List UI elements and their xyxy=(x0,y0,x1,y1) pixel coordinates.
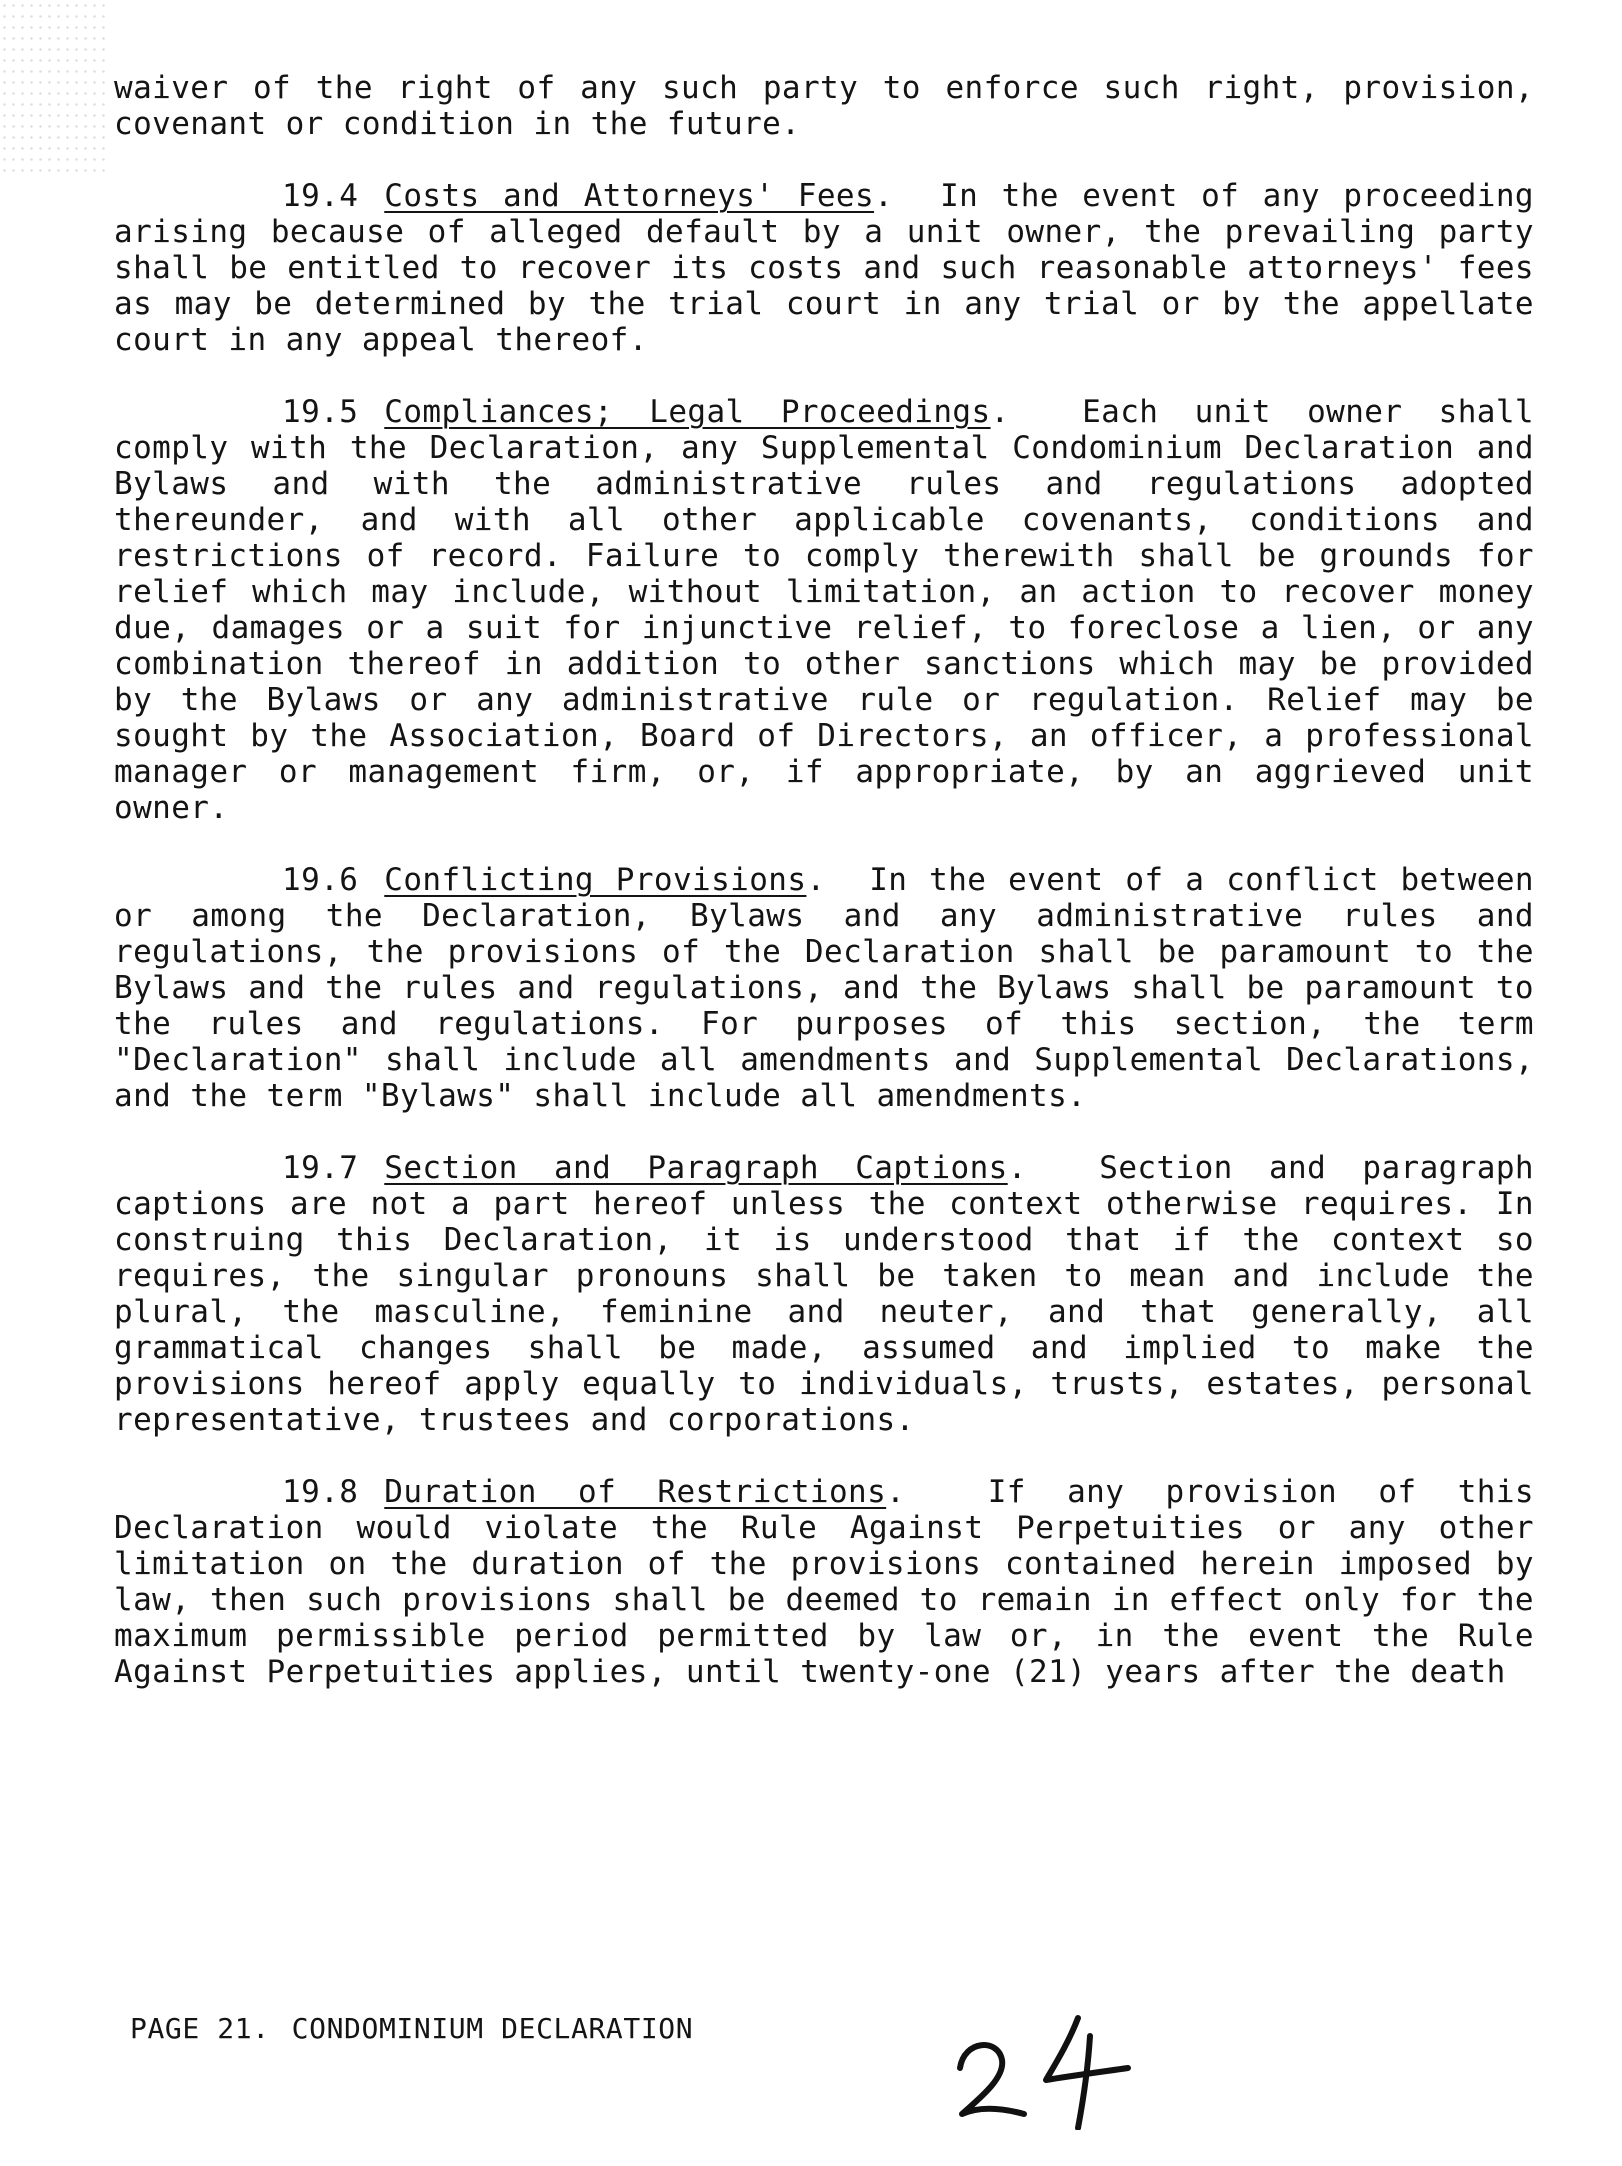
paragraph-text: Each unit owner shall comply with the Declaration, any Supplemental Condominium Declaration and Bylaws and with the administrative rules and regulations adopted thereunder, and with all other applicable covenants, conditions and restrictions of record. Failure to comply therewith shall be grounds for relief which may include, without limitation, an action to recover money due, damages or a suit for injunctive relief, to foreclose a lien, or any combination thereof in addition to other sanctions which may be provided by the Bylaws or any administrative rule or regulation. Relief may be sought by the Association, Board of Directors, an officer, a professional manager or management firm, or, if appropriate, by an aggrieved unit owner. xyxy=(114,394,1534,826)
paragraph-continuation xyxy=(114,70,1534,142)
section-number: 19.6 xyxy=(282,862,359,898)
caption-period: . xyxy=(874,178,941,214)
caption-period: . xyxy=(1007,1150,1100,1186)
scan-noise xyxy=(0,0,110,180)
paragraph-19-7 xyxy=(114,1150,1534,1438)
caption-period: . xyxy=(806,862,870,898)
paragraph-text: Section and paragraph captions are not a part hereof unless the context otherwise requires. In construing this Declaration, it is understood that if the context so requires, the singular pronouns shall be taken to mean and include the plural, the masculine, feminine and neuter, and that generally, all grammatical changes shall be made, assumed and implied to make the provisions hereof apply equally to individuals, trusts, estates, personal representative, trustees and corporations. xyxy=(114,1150,1534,1438)
paragraph-text: waiver of the right of any such party to enforce such right, provision, covenant or condition in the future. xyxy=(114,70,1534,142)
footer-document-title: CONDOMINIUM DECLARATION xyxy=(291,2012,694,2045)
page-footer xyxy=(130,2012,693,2045)
paragraph-19-5 xyxy=(114,394,1534,826)
section-number: 19.7 xyxy=(282,1150,359,1186)
section-caption: Compliances; Legal Proceedings xyxy=(384,394,991,430)
paragraph-text: In the event of any proceeding arising because of alleged default by a unit owner, the prevailing party shall be entitled to recover its costs and such reasonable attorneys' fees as may be determined by the trial court in any trial or by the appellate court in any appeal thereof. xyxy=(114,178,1534,358)
document-body xyxy=(114,70,1534,1726)
paragraph-19-8 xyxy=(114,1474,1534,1690)
caption-period: . xyxy=(990,394,1083,430)
section-number: 19.8 xyxy=(282,1474,359,1510)
section-number: 19.5 xyxy=(282,394,359,430)
paragraph-text: In the event of a conflict between or among the Declaration, Bylaws and any administrative rules and regulations, the provisions of the Declaration shall be paramount to the Bylaws and the rules and regulations, and the Bylaws shall be paramount to the rules and regulations. For purposes of this section, the term "Declaration" shall include all amendments and Supplemental Declarations, and the term "Bylaws" shall include all amendments. xyxy=(114,862,1534,1114)
caption-period: . xyxy=(886,1474,988,1510)
section-number: 19.4 xyxy=(282,178,359,214)
paragraph-19-4 xyxy=(114,178,1534,358)
paragraph-text: If any provision of this Declaration would violate the Rule Against Perpetuities or any other limitation on the duration of the provisions contained herein imposed by law, then such provisions shall be deemed to remain in effect only for the maximum permissible period permitted by law or, in the event the Rule Against Perpetuities applies, until twenty-one (21) years after the death xyxy=(114,1474,1534,1690)
section-caption: Duration of Restrictions xyxy=(384,1474,887,1510)
section-caption: Section and Paragraph Captions xyxy=(384,1150,1008,1186)
section-caption: Costs and Attorneys' Fees xyxy=(384,178,875,214)
handwritten-page-number xyxy=(950,2010,1140,2130)
paragraph-19-6 xyxy=(114,862,1534,1114)
footer-page-label: PAGE 21. xyxy=(130,2012,270,2045)
section-caption: Conflicting Provisions xyxy=(384,862,807,898)
